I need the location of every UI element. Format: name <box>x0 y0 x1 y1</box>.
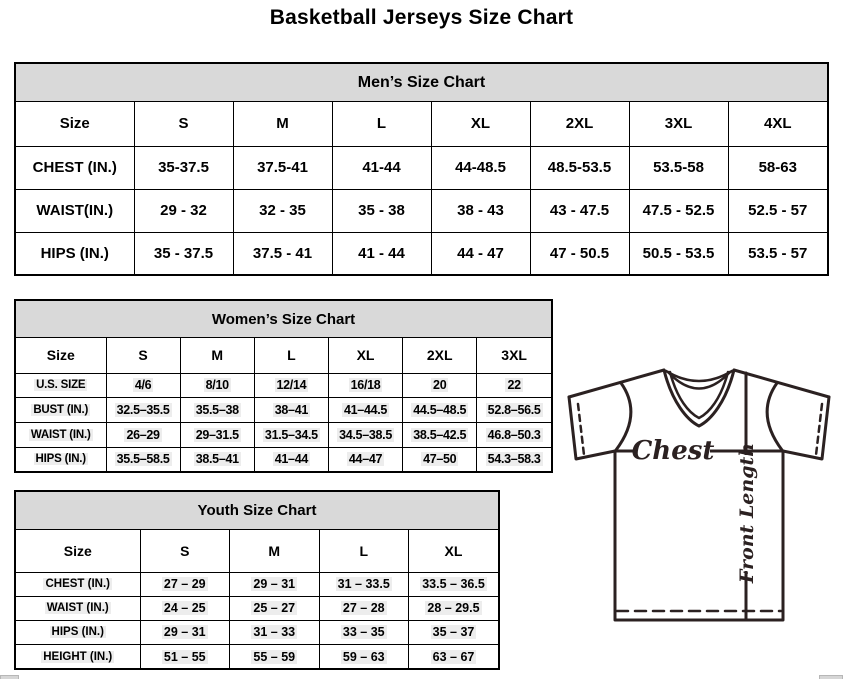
size-value-cell <box>140 645 230 668</box>
size-value: 41–44 <box>274 452 309 467</box>
left-shoulder-line <box>569 370 664 397</box>
header-row <box>16 530 498 572</box>
size-value-cell <box>431 232 530 274</box>
size-row <box>16 232 827 274</box>
size-value: 52.5 - 57 <box>748 202 808 220</box>
row-label: U.S. SIZE <box>36 379 86 392</box>
column-header: M <box>230 530 320 572</box>
size-value: 53.5-58 <box>653 159 704 177</box>
size-value: 51 – 55 <box>163 649 206 664</box>
size-value: 32 - 35 <box>259 202 306 220</box>
size-value-cell <box>403 422 477 447</box>
size-value-cell <box>106 422 180 447</box>
size-value-cell <box>728 232 827 274</box>
size-value-cell <box>530 189 629 232</box>
size-value-cell <box>629 232 728 274</box>
size-value: 47 - 50.5 <box>549 244 610 262</box>
size-value-cell <box>319 572 409 596</box>
row-label: BUST (IN.) <box>33 404 89 417</box>
row-label-cell <box>16 232 134 274</box>
size-value-cell <box>233 146 332 189</box>
mens-size-chart <box>14 62 829 276</box>
youth-size-chart <box>14 490 500 670</box>
row-label: CHEST (IN.) <box>32 159 117 177</box>
size-row <box>16 422 551 447</box>
size-value-cell <box>328 422 402 447</box>
size-value: 29 - 32 <box>160 202 207 220</box>
size-value-cell <box>530 146 629 189</box>
column-header: Size <box>16 338 106 373</box>
size-value: 4/6 <box>134 378 152 393</box>
size-value-cell <box>254 447 328 471</box>
column-header: L <box>319 530 409 572</box>
size-value: 16/18 <box>350 378 381 393</box>
scrollbar-right-button-fragment[interactable] <box>819 675 843 679</box>
size-value-cell <box>230 572 320 596</box>
size-value-cell <box>140 596 230 620</box>
size-value: 41 - 44 <box>358 244 405 262</box>
size-value: 25 – 27 <box>253 601 296 616</box>
right-shoulder-line <box>734 370 829 397</box>
womens-size-table <box>16 338 551 471</box>
size-value-cell <box>403 398 477 423</box>
right-sleeve-seam <box>767 383 782 450</box>
size-value-cell <box>180 398 254 423</box>
size-value: 26–29 <box>126 427 160 442</box>
size-value: 58-63 <box>758 159 797 177</box>
size-value-cell <box>728 189 827 232</box>
size-value: 38.5–42.5 <box>413 427 467 442</box>
size-value-cell <box>140 620 230 644</box>
row-label-cell <box>16 572 140 596</box>
size-row <box>16 645 498 668</box>
column-header: L <box>254 338 328 373</box>
column-header: S <box>134 102 233 146</box>
column-header: XL <box>409 530 499 572</box>
column-header: Size <box>16 102 134 146</box>
size-value-cell <box>180 447 254 471</box>
size-value-cell <box>477 422 551 447</box>
row-label: HIPS (IN.) <box>51 626 104 639</box>
size-value-cell <box>403 373 477 398</box>
size-row <box>16 596 498 620</box>
size-value-cell <box>332 232 431 274</box>
header-row <box>16 338 551 373</box>
size-value: 33.5 – 36.5 <box>422 577 485 592</box>
size-value: 31 – 33.5 <box>337 577 390 592</box>
womens-chart-title: Women’s Size Chart <box>16 301 551 338</box>
left-sleeve-seam <box>616 383 631 450</box>
size-value: 50.5 - 53.5 <box>642 244 715 262</box>
size-value: 52.8–56.5 <box>487 403 541 418</box>
size-value: 44-48.5 <box>455 159 506 177</box>
left-sleeve-outline <box>569 397 615 459</box>
size-value: 35 – 37 <box>432 625 475 640</box>
size-value: 8/10 <box>205 378 229 393</box>
size-value-cell <box>254 422 328 447</box>
column-header: XL <box>328 338 402 373</box>
size-value-cell <box>180 422 254 447</box>
size-value: 38.5–41 <box>195 452 239 467</box>
size-value: 29 – 31 <box>253 577 296 592</box>
row-label-cell <box>16 447 106 471</box>
size-value: 34.5–38.5 <box>339 427 392 442</box>
size-value: 35-37.5 <box>158 159 209 177</box>
size-value: 63 – 67 <box>432 649 475 664</box>
column-header: 3XL <box>477 338 551 373</box>
column-header: S <box>140 530 230 572</box>
page-title: Basketball Jerseys Size Chart <box>269 6 574 29</box>
size-value-cell <box>233 189 332 232</box>
size-value-cell <box>106 373 180 398</box>
row-label: HIPS (IN.) <box>40 244 109 262</box>
scrollbar-left-button-fragment[interactable] <box>0 675 19 679</box>
size-value: 54.3–58.3 <box>487 452 541 467</box>
row-label-cell <box>16 596 140 620</box>
size-value-cell <box>431 146 530 189</box>
mens-size-table <box>16 102 827 274</box>
size-value: 31 – 33 <box>253 625 296 640</box>
size-value-cell <box>629 146 728 189</box>
youth-chart-title: Youth Size Chart <box>16 492 498 530</box>
size-value: 37.5-41 <box>257 159 308 177</box>
size-value: 47–50 <box>423 452 457 467</box>
size-value-cell <box>180 373 254 398</box>
collar-inner-vneck <box>670 372 728 418</box>
size-value: 46.8–50.3 <box>487 427 541 442</box>
size-value: 20 <box>433 378 447 393</box>
column-header: L <box>332 102 431 146</box>
row-label-cell <box>16 189 134 232</box>
youth-size-table <box>16 530 498 668</box>
size-value: 27 – 29 <box>163 577 206 592</box>
row-label: WAIST (IN.) <box>30 428 91 441</box>
column-header: M <box>180 338 254 373</box>
size-value: 43 - 47.5 <box>549 202 610 220</box>
size-value: 35 - 38 <box>358 202 405 220</box>
size-value-cell <box>477 373 551 398</box>
chest-label: Chest <box>631 436 715 466</box>
size-value: 48.5-53.5 <box>547 159 612 177</box>
size-value-cell <box>254 398 328 423</box>
size-value: 27 – 28 <box>342 601 385 616</box>
size-value: 35 - 37.5 <box>153 244 214 262</box>
column-header: 2XL <box>403 338 477 373</box>
size-value-cell <box>409 572 499 596</box>
size-value-cell <box>254 373 328 398</box>
size-value-cell <box>328 373 402 398</box>
size-value-cell <box>140 572 230 596</box>
column-header: S <box>106 338 180 373</box>
size-value-cell <box>431 189 530 232</box>
size-value-cell <box>332 189 431 232</box>
size-value: 44 - 47 <box>457 244 504 262</box>
size-value-cell <box>403 447 477 471</box>
row-label-cell <box>16 620 140 644</box>
size-value-cell <box>319 596 409 620</box>
size-value: 38–41 <box>274 403 309 418</box>
size-value: 35.5–58.5 <box>116 452 170 467</box>
size-row <box>16 189 827 232</box>
size-value-cell <box>319 620 409 644</box>
size-value-cell <box>230 620 320 644</box>
size-value: 59 – 63 <box>342 649 385 664</box>
row-label-cell <box>16 146 134 189</box>
size-value-cell <box>477 398 551 423</box>
size-value: 12/14 <box>276 378 307 393</box>
size-value: 44.5–48.5 <box>413 403 467 418</box>
size-value: 28 – 29.5 <box>427 601 480 616</box>
size-value: 47.5 - 52.5 <box>642 202 715 220</box>
column-header: M <box>233 102 332 146</box>
row-label: HIPS (IN.) <box>35 453 86 466</box>
size-value: 44–47 <box>348 452 383 467</box>
row-label: WAIST (IN.) <box>46 602 109 615</box>
size-value-cell <box>409 596 499 620</box>
size-value-cell <box>233 232 332 274</box>
column-header: 2XL <box>530 102 629 146</box>
size-value: 33 – 35 <box>342 625 385 640</box>
size-value: 41-44 <box>362 159 401 177</box>
size-value: 55 – 59 <box>253 649 296 664</box>
size-value: 38 - 43 <box>457 202 504 220</box>
left-cuff-dashed-line <box>578 404 584 455</box>
size-value-cell <box>409 645 499 668</box>
size-value-cell <box>477 447 551 471</box>
row-label: WAIST(IN.) <box>36 202 114 220</box>
row-label-cell <box>16 373 106 398</box>
size-value-cell <box>328 398 402 423</box>
size-value: 29 – 31 <box>163 625 206 640</box>
size-value-cell <box>319 645 409 668</box>
row-label: HEIGHT (IN.) <box>43 650 113 663</box>
row-label-cell <box>16 645 140 668</box>
size-value: 37.5 - 41 <box>252 244 313 262</box>
size-value-cell <box>409 620 499 644</box>
size-value: 32.5–35.5 <box>116 403 170 418</box>
size-row <box>16 398 551 423</box>
size-row <box>16 447 551 471</box>
column-header: Size <box>16 530 140 572</box>
size-row <box>16 572 498 596</box>
size-value-cell <box>106 447 180 471</box>
size-value-cell <box>629 189 728 232</box>
size-value: 29–31.5 <box>195 427 239 442</box>
column-header: 3XL <box>629 102 728 146</box>
row-label: CHEST (IN.) <box>45 578 111 591</box>
size-value: 22 <box>507 378 521 393</box>
size-value: 24 – 25 <box>163 601 206 616</box>
size-value-cell <box>332 146 431 189</box>
size-value-cell <box>134 146 233 189</box>
size-value: 53.5 - 57 <box>748 244 808 262</box>
size-value-cell <box>230 645 320 668</box>
size-value-cell <box>328 447 402 471</box>
size-row <box>16 373 551 398</box>
womens-size-chart <box>14 299 553 473</box>
size-row <box>16 620 498 644</box>
size-value: 41–44.5 <box>344 403 388 418</box>
size-value-cell <box>530 232 629 274</box>
size-value-cell <box>134 232 233 274</box>
size-value: 35.5–38 <box>195 403 239 418</box>
size-value-cell <box>134 189 233 232</box>
row-label-cell <box>16 398 106 423</box>
size-value: 31.5–34.5 <box>264 427 318 442</box>
row-label-cell <box>16 422 106 447</box>
size-row <box>16 146 827 189</box>
size-value-cell <box>106 398 180 423</box>
right-cuff-dashed-line <box>816 404 822 455</box>
header-row <box>16 102 827 146</box>
size-value-cell <box>728 146 827 189</box>
front-length-label: Front Length <box>736 442 758 584</box>
jersey-measurement-diagram <box>560 362 840 625</box>
column-header: 4XL <box>728 102 827 146</box>
size-value-cell <box>230 596 320 620</box>
column-header: XL <box>431 102 530 146</box>
mens-chart-title: Men’s Size Chart <box>16 64 827 102</box>
